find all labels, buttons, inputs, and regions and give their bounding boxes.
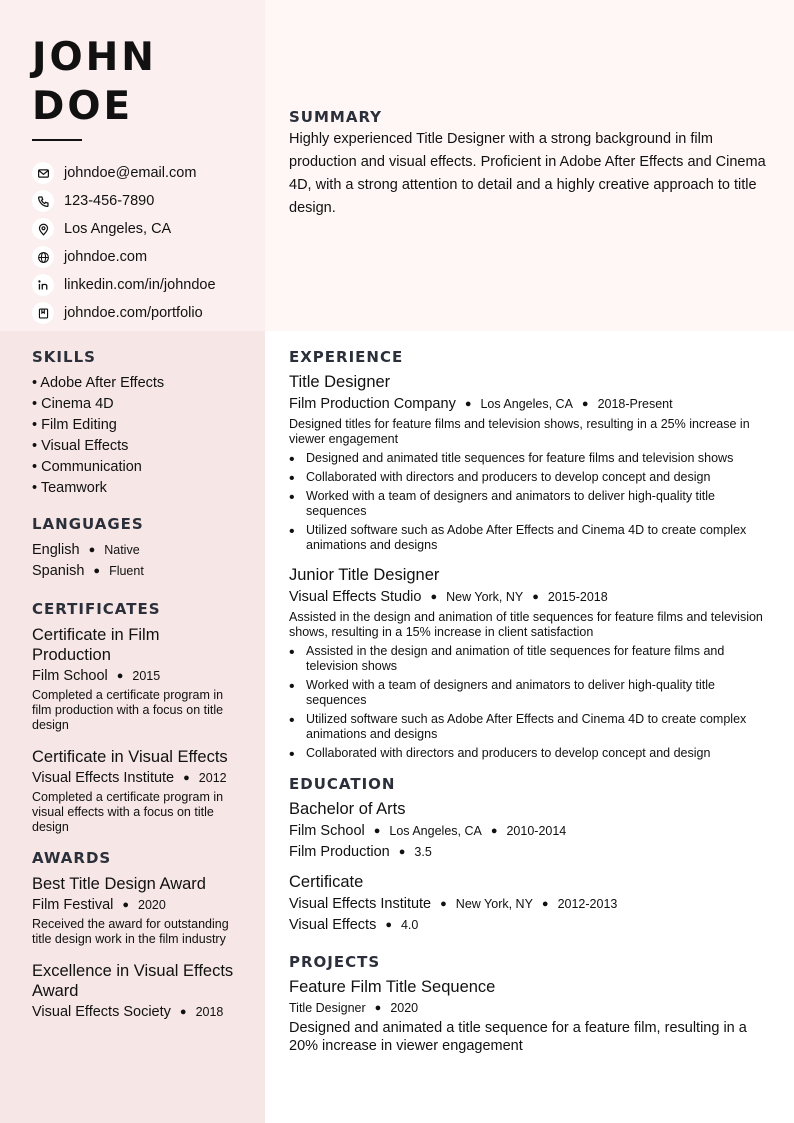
project-description: Designed and animated a title sequence for a feature film, resulting in a 20% increase in viewer engagement: [289, 1020, 747, 1054]
education-entry: [289, 872, 771, 935]
language-row: [32, 561, 242, 582]
linkedin-text: linkedin.com/in/johndoe: [64, 277, 216, 293]
job-description: Assisted in the design and animation of title sequences for feature films and television shows, resulting in a 15% increase in client satisfaction: [289, 610, 763, 639]
separator-dot: ●: [581, 398, 589, 410]
contact-phone[interactable]: [32, 187, 233, 215]
main-content: [289, 348, 771, 1055]
portfolio-icon: [32, 302, 54, 324]
job-bullet: • Assisted in the design and animation of title sequences for feature films and television shows: [289, 644, 771, 674]
education-degree: Bachelor of Arts: [289, 800, 406, 818]
separator-dot: ●: [541, 898, 549, 910]
certificate-description: Completed a certificate program in visual effects with a focus on title design: [32, 790, 224, 834]
job-dates: 2015-2018: [547, 590, 608, 604]
education-field: Visual Effects: [289, 917, 377, 933]
job-dates: 2018-Present: [597, 397, 673, 411]
award-issuer: Visual Effects Society: [32, 1004, 171, 1020]
separator-dot: ●: [373, 825, 381, 837]
separator-dot: ●: [374, 1002, 382, 1014]
language-row: [32, 540, 242, 561]
job-description: Designed titles for feature films and television shows, resulting in a 25% increase in viewer engagement: [289, 417, 750, 446]
education-gpa: 4.0: [400, 918, 419, 932]
experience-heading: EXPERIENCE: [289, 348, 404, 366]
candidate-name: [32, 33, 233, 131]
award-year: 2018: [195, 1005, 224, 1019]
globe-icon: [32, 246, 54, 268]
separator-dot: ●: [385, 919, 392, 931]
contact-list: [32, 159, 233, 327]
separator-dot: ●: [532, 591, 539, 603]
education-degree: Certificate: [289, 873, 364, 891]
job-bullet: • Utilized software such as Adobe After Effects and Cinema 4D to create complex animations and designs: [289, 712, 771, 742]
award-title: Best Title Design Award: [32, 875, 206, 893]
languages-list: [32, 540, 242, 582]
job-title: Junior Title Designer: [289, 566, 440, 584]
phone-text: 123-456-7890: [64, 193, 155, 209]
certificate-entry: [32, 625, 242, 733]
skills-heading: SKILLS: [32, 348, 96, 366]
education-entry: [289, 799, 771, 862]
skill-item: • Adobe After Effects: [32, 375, 165, 391]
job-bullet: • Collaborated with directors and producers to develop concept and design: [289, 746, 771, 761]
projects-heading: PROJECTS: [289, 953, 381, 971]
award-description: Received the award for outstanding title design work in the film industry: [32, 917, 229, 946]
education-field: Film Production: [289, 844, 390, 860]
education-dates: 2012-2013: [557, 897, 618, 911]
job-meta: [289, 589, 771, 605]
language-name: English: [32, 542, 80, 558]
job-bullets: [289, 644, 771, 761]
certificate-year: 2012: [198, 771, 227, 785]
skill-item: • Film Editing: [32, 417, 117, 433]
certificate-title: Certificate in Film Production: [32, 626, 160, 664]
project-title: Feature Film Title Sequence: [289, 978, 496, 996]
separator-dot: ●: [183, 772, 190, 784]
separator-dot: ●: [122, 899, 130, 911]
separator-dot: ●: [398, 846, 406, 858]
project-entry: [289, 977, 771, 1055]
education-school: Film School: [289, 823, 365, 839]
separator-dot: ●: [490, 825, 498, 837]
job-company: Film Production Company: [289, 396, 456, 412]
project-role: Title Designer: [289, 1001, 366, 1015]
award-meta: [32, 1004, 242, 1020]
location-pin-icon: [32, 218, 54, 240]
contact-website[interactable]: [32, 243, 233, 271]
certificate-issuer: Film School: [32, 668, 108, 684]
name-divider: [32, 139, 82, 141]
sidebar-content: [32, 348, 242, 1034]
phone-icon: [32, 190, 54, 212]
separator-dot: ●: [440, 898, 447, 910]
award-title: Excellence in Visual Effects Award: [32, 962, 234, 1000]
separator-dot: ●: [430, 591, 438, 603]
job-bullet: • Collaborated with directors and producers to develop concept and design: [289, 470, 771, 485]
separator-dot: ●: [88, 544, 96, 556]
language-name: Spanish: [32, 563, 85, 579]
award-meta: [32, 897, 242, 913]
job-location: Los Angeles, CA: [480, 397, 573, 411]
separator-dot: ●: [93, 565, 101, 577]
contact-linkedin[interactable]: [32, 271, 233, 299]
certificate-description: Completed a certificate program in film production with a focus on title design: [32, 688, 224, 732]
education-meta: [289, 822, 771, 841]
separator-dot: ●: [116, 670, 124, 682]
sidebar-header: [0, 0, 265, 331]
education-dates: 2010-2014: [506, 824, 567, 838]
email-text: johndoe@email.com: [64, 165, 197, 181]
last-name: DOE: [32, 84, 134, 129]
education-school: Visual Effects Institute: [289, 896, 432, 912]
language-level: Native: [104, 543, 140, 557]
separator-dot: ●: [179, 1006, 187, 1018]
separator-dot: ●: [464, 398, 472, 410]
awards-heading: AWARDS: [32, 849, 112, 867]
skill-item: • Teamwork: [32, 480, 107, 496]
education-field-row: [289, 843, 771, 862]
skills-list: [32, 373, 242, 499]
job-entry: [289, 565, 771, 761]
certificate-title: Certificate in Visual Effects: [32, 748, 228, 766]
certificate-year: 2015: [132, 669, 161, 683]
skill-item: • Cinema 4D: [32, 396, 114, 412]
contact-portfolio[interactable]: [32, 299, 233, 327]
award-year: 2020: [138, 898, 166, 912]
summary-section: [289, 108, 771, 220]
certificate-issuer: Visual Effects Institute: [32, 770, 175, 786]
job-bullets: [289, 451, 771, 553]
linkedin-icon: [32, 274, 54, 296]
award-entry: [32, 874, 242, 947]
summary-text: Highly experienced Title Designer with a strong background in film production and visual effects. Proficient in Adobe After Effects and Cinema 4D, with a strong attention to detail and a highly creative approach to title design.: [289, 131, 766, 216]
mail-icon: [32, 162, 54, 184]
education-location: New York, NY: [455, 897, 533, 911]
job-company: Visual Effects Studio: [289, 589, 422, 605]
award-entry: [32, 961, 242, 1020]
summary-heading: SUMMARY: [289, 108, 383, 126]
education-gpa: 3.5: [414, 845, 432, 859]
job-title: Title Designer: [289, 373, 391, 391]
award-issuer: Film Festival: [32, 897, 114, 913]
job-entry: [289, 372, 771, 553]
contact-location: [32, 215, 233, 243]
certificates-heading: CERTIFICATES: [32, 600, 161, 618]
education-field-row: [289, 916, 771, 935]
education-location: Los Angeles, CA: [389, 824, 482, 838]
portfolio-text: johndoe.com/portfolio: [64, 305, 203, 321]
job-bullet: • Worked with a team of designers and animators to deliver high-quality title sequences: [289, 678, 771, 708]
education-meta: [289, 895, 771, 914]
certificate-meta: [32, 668, 242, 684]
project-year: 2020: [390, 1001, 419, 1015]
location-text: Los Angeles, CA: [64, 221, 172, 237]
job-bullet: • Utilized software such as Adobe After Effects and Cinema 4D to create complex animations and designs: [289, 523, 771, 553]
project-meta: [289, 1001, 771, 1015]
language-level: Fluent: [109, 564, 144, 578]
website-text: johndoe.com: [64, 249, 148, 265]
first-name: JOHN: [32, 35, 157, 80]
job-bullet: • Designed and animated title sequences for feature films and television shows: [289, 451, 771, 466]
job-bullet: • Worked with a team of designers and animators to deliver high-quality title sequences: [289, 489, 771, 519]
skill-item: • Communication: [32, 459, 142, 475]
languages-heading: LANGUAGES: [32, 515, 144, 533]
contact-email[interactable]: [32, 159, 233, 187]
education-heading: EDUCATION: [289, 775, 396, 793]
skill-item: • Visual Effects: [32, 438, 129, 454]
job-meta: [289, 396, 771, 412]
job-location: New York, NY: [446, 590, 524, 604]
certificate-meta: [32, 770, 242, 786]
certificate-entry: [32, 747, 242, 835]
